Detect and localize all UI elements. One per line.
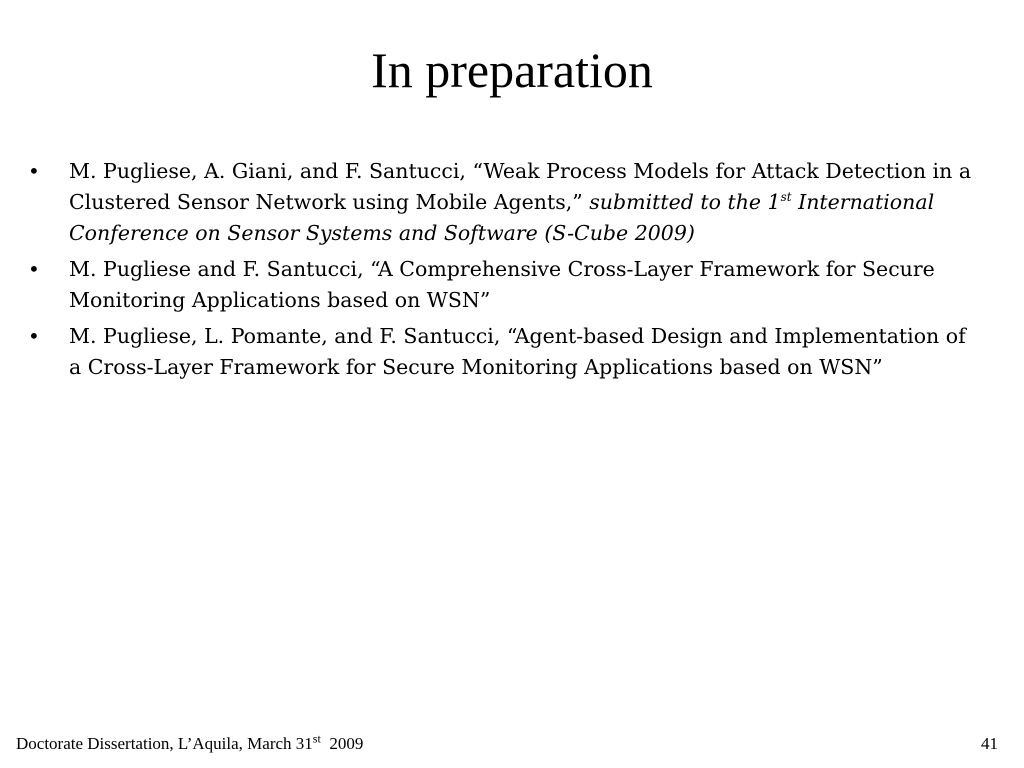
bullet-icon: • — [28, 159, 40, 183]
slide-title: In preparation — [371, 42, 653, 98]
item-text: M. Pugliese and F. Santucci, “A Comprehensive Cross-Layer Framework for Secure Monitoring Applications based on WSN” — [69, 257, 935, 312]
publication-list — [28, 156, 973, 388]
item-text: M. Pugliese, L. Pomante, and F. Santucci, “Agent-based Design and Implementation of a Cross-Layer Framework for Secure Monitoring Applications based on WSN” — [69, 324, 966, 379]
footer-caption-sup: st — [312, 731, 321, 746]
item-text: M. Pugliese, A. Giani, and F. Santucci, “Weak Process Models for Attack Detection in a Clustered Sensor Network using Mobile Agents,” — [69, 159, 972, 214]
footer-caption-suffix: 2009 — [320, 734, 364, 753]
list-item — [28, 156, 973, 249]
list-item — [28, 254, 973, 316]
bullet-icon: • — [28, 257, 40, 281]
list-item — [28, 321, 973, 383]
page-number: 41 — [981, 734, 998, 753]
footer-caption — [16, 733, 363, 755]
item-venue-suffix: International Conference on Sensor Systems and Software (S-Cube 2009) — [69, 190, 935, 245]
item-venue-sup: st — [780, 190, 792, 205]
bullet-icon: • — [28, 324, 40, 348]
footer-caption-prefix: Doctorate Dissertation, L’Aquila, March 31 — [16, 734, 313, 753]
item-venue-prefix: submitted to the 1 — [589, 190, 781, 214]
